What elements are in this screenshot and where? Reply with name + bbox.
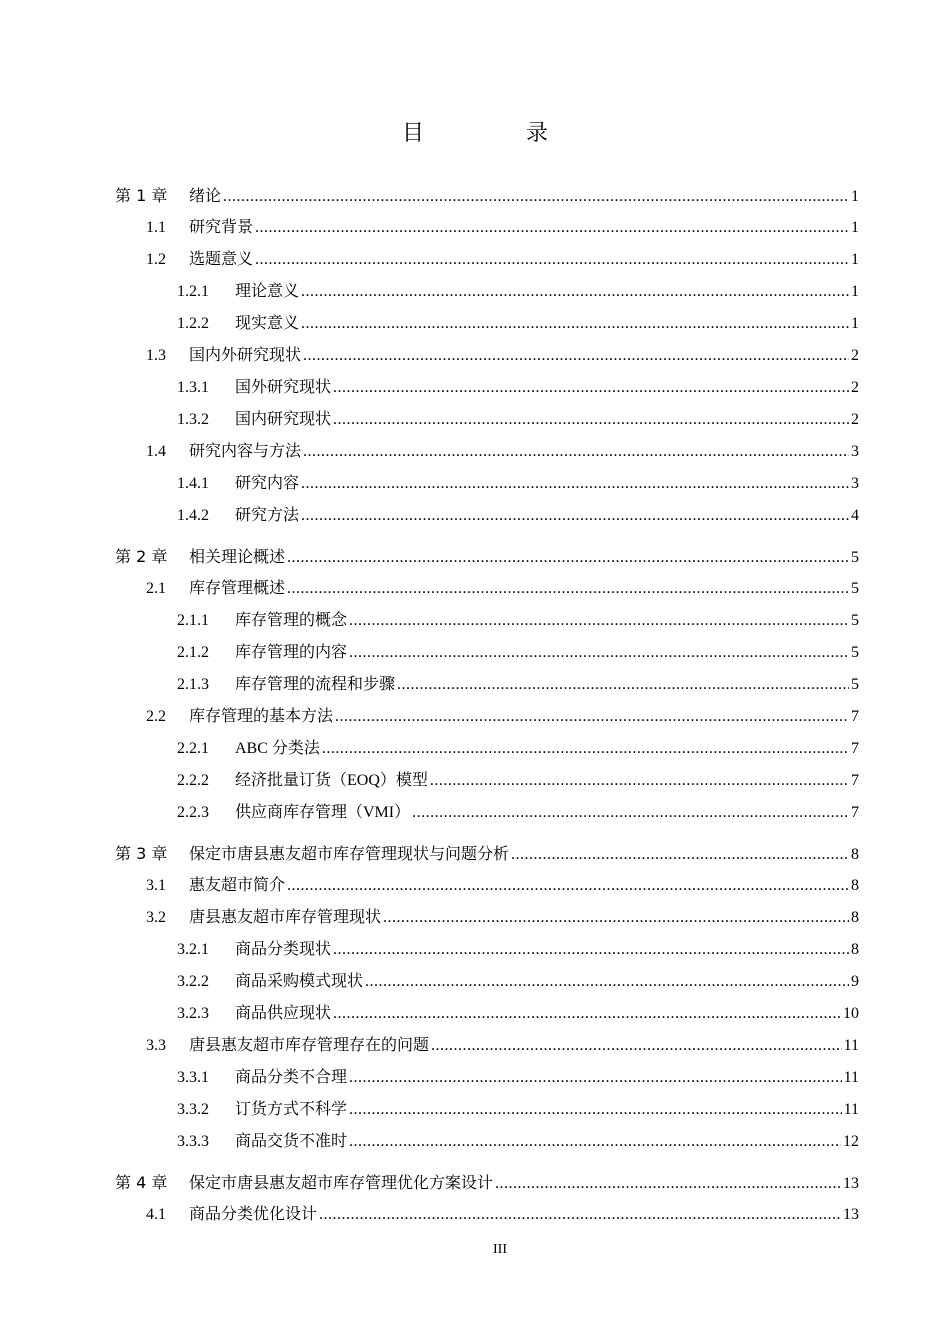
- toc-entry-page: 11: [843, 1069, 859, 1086]
- toc-entry-page: 7: [851, 804, 859, 821]
- toc-dot-leader: [301, 308, 849, 340]
- toc-dot-leader: [322, 733, 849, 765]
- toc-entry-page: 7: [851, 740, 859, 757]
- toc-subsection-entry[interactable]: [177, 468, 859, 500]
- toc-dot-leader: [287, 573, 849, 605]
- toc-subsection-entry[interactable]: [177, 404, 859, 436]
- toc-entry-title: 商品交货不准时: [235, 1133, 348, 1150]
- toc-dot-leader: [495, 1168, 841, 1200]
- toc-entry-page: 4: [851, 507, 859, 524]
- toc-entry-title: 理论意义: [235, 283, 300, 300]
- toc-entry-title: 现实意义: [235, 315, 300, 332]
- toc-entry-number: 1.4: [146, 443, 166, 460]
- toc-entry-page: 1: [851, 188, 859, 205]
- toc-entry-title: 经济批量订货（EOQ）模型: [235, 772, 428, 789]
- toc-entry-number: 1.2.1: [177, 283, 209, 300]
- toc-dot-leader: [303, 436, 849, 468]
- toc-entry-number: 4.1: [146, 1206, 166, 1223]
- toc-section-entry[interactable]: [146, 340, 859, 372]
- toc-entry-page: 7: [851, 772, 859, 789]
- page-number-footer: III: [493, 1242, 507, 1257]
- toc-dot-leader: [333, 372, 849, 404]
- toc-entry-page: 11: [843, 1037, 859, 1054]
- toc-section-entry[interactable]: [146, 1030, 859, 1062]
- toc-subsection-entry[interactable]: [177, 669, 859, 701]
- toc-chapter-entry[interactable]: [115, 1167, 859, 1199]
- toc-dot-leader: [431, 1030, 842, 1062]
- toc-dot-leader: [333, 998, 841, 1030]
- toc-dot-leader: [301, 468, 849, 500]
- toc-subsection-entry[interactable]: [177, 998, 859, 1030]
- toc-entry-page: 1: [851, 219, 859, 236]
- toc-subsection-entry[interactable]: [177, 1062, 859, 1094]
- toc-entry-number: 1.2: [146, 251, 166, 268]
- toc-entry-number: 3.1: [146, 877, 166, 894]
- toc-entry-number: 2.1.2: [177, 644, 209, 661]
- toc-entry-page: 2: [851, 379, 859, 396]
- toc-entry-number: 2.2.3: [177, 804, 209, 821]
- toc-entry-title: 绪论: [189, 186, 222, 205]
- toc-entry-page: 12: [843, 1133, 859, 1150]
- toc-entry-title: 库存管理概述: [189, 580, 286, 597]
- toc-entry-number: 2.1.1: [177, 612, 209, 629]
- toc-entry-number: 3.3.2: [177, 1101, 209, 1118]
- toc-section-entry[interactable]: [146, 436, 859, 468]
- toc-entry-number: 2.2.2: [177, 772, 209, 789]
- toc-subsection-entry[interactable]: [177, 308, 859, 340]
- toc-entry-title: 国内研究现状: [235, 411, 332, 428]
- toc-subsection-entry[interactable]: [177, 966, 859, 998]
- toc-entry-page: 8: [851, 909, 859, 926]
- toc-dot-leader: [511, 839, 849, 871]
- toc-entry-title: 唐县惠友超市库存管理现状: [189, 909, 382, 926]
- toc-entry-number: 1.2.2: [177, 315, 209, 332]
- toc-entry-title: 研究内容与方法: [189, 443, 302, 460]
- toc-subsection-entry[interactable]: [177, 797, 859, 829]
- toc-entry-title: 商品分类不合理: [235, 1069, 348, 1086]
- toc-dot-leader: [335, 701, 849, 733]
- toc-entry-title: 国内外研究现状: [189, 347, 302, 364]
- toc-entry-number: 1.1: [146, 219, 166, 236]
- toc-entry-title: 供应商库存管理（VMI）: [235, 804, 411, 821]
- toc-subsection-entry[interactable]: [177, 637, 859, 669]
- toc-entry-page: 3: [851, 443, 859, 460]
- toc-entry-title: 库存管理的基本方法: [189, 708, 334, 725]
- toc-entry-title: 商品供应现状: [235, 1005, 332, 1022]
- toc-dot-leader: [365, 966, 849, 998]
- toc-entry-number: 3.3.3: [177, 1133, 209, 1150]
- toc-dot-leader: [255, 244, 849, 276]
- toc-entry-page: 13: [843, 1206, 859, 1223]
- toc-subsection-entry[interactable]: [177, 1094, 859, 1126]
- toc-subsection-entry[interactable]: [177, 372, 859, 404]
- toc-chapter-entry[interactable]: [115, 838, 859, 870]
- toc-dot-leader: [223, 181, 849, 213]
- toc-entry-number: 1.4.2: [177, 507, 209, 524]
- toc-entry-title: 保定市唐县惠友超市库存管理现状与问题分析: [189, 844, 510, 863]
- toc-subsection-entry[interactable]: [177, 733, 859, 765]
- toc-entry-page: 2: [851, 411, 859, 428]
- toc-entry-page: 5: [851, 580, 859, 597]
- toc-entry-number: 2.2.1: [177, 740, 209, 757]
- toc-section-entry[interactable]: [146, 573, 859, 605]
- toc-entry-title: 国外研究现状: [235, 379, 332, 396]
- toc-entry-title: 研究方法: [235, 507, 300, 524]
- toc-entry-title: 商品分类优化设计: [189, 1206, 318, 1223]
- toc-entry-page: 8: [851, 941, 859, 958]
- toc-dot-leader: [301, 276, 849, 308]
- toc-entry-number: 3.2.3: [177, 1005, 209, 1022]
- toc-entry-number: 3.2: [146, 909, 166, 926]
- toc-entry-title: 保定市唐县惠友超市库存管理优化方案设计: [189, 1173, 494, 1192]
- toc-entry-number: 3.3: [146, 1037, 166, 1054]
- toc-entry-title: 选题意义: [189, 251, 254, 268]
- toc-entry-page: 13: [843, 1175, 859, 1192]
- toc-entry-number: 1.4.1: [177, 475, 209, 492]
- toc-dot-leader: [349, 637, 849, 669]
- toc-entry-page: 9: [851, 973, 859, 990]
- toc-entry-page: 3: [851, 475, 859, 492]
- page-title: 目 录: [401, 121, 588, 146]
- toc-entry-number: 第 1 章: [115, 186, 168, 205]
- toc-entry-page: 5: [851, 676, 859, 693]
- toc-entry-page: 1: [851, 315, 859, 332]
- toc-dot-leader: [430, 765, 849, 797]
- toc-entry-page: 1: [851, 251, 859, 268]
- toc-dot-leader: [397, 669, 849, 701]
- toc-subsection-entry[interactable]: [177, 765, 859, 797]
- toc-entry-page: 2: [851, 347, 859, 364]
- toc-entry-page: 5: [851, 644, 859, 661]
- toc-subsection-entry[interactable]: [177, 1126, 859, 1158]
- toc-dot-leader: [319, 1199, 841, 1231]
- toc-entry-page: 1: [851, 283, 859, 300]
- toc-entry-page: 11: [843, 1101, 859, 1118]
- toc-entry-title: 库存管理的流程和步骤: [235, 676, 396, 693]
- toc-dot-leader: [349, 1062, 842, 1094]
- toc-entry-title: 研究背景: [189, 219, 254, 236]
- toc-dot-leader: [301, 500, 849, 532]
- toc-entry-number: 第 3 章: [115, 844, 168, 863]
- toc-entry-page: 8: [851, 877, 859, 894]
- toc-section-entry[interactable]: [146, 870, 859, 902]
- toc-subsection-entry[interactable]: [177, 934, 859, 966]
- toc-entry-title: 商品分类现状: [235, 941, 332, 958]
- toc-entry-number: 3.2.1: [177, 941, 209, 958]
- toc-entry-number: 1.3.2: [177, 411, 209, 428]
- toc-entry-title: ABC 分类法: [235, 740, 320, 757]
- toc-dot-leader: [349, 605, 849, 637]
- toc-entry-number: 2.1: [146, 580, 166, 597]
- toc-entry-title: 惠友超市简介: [189, 877, 286, 894]
- toc-dot-leader: [349, 1094, 842, 1126]
- toc-section-entry[interactable]: [146, 902, 859, 934]
- toc-subsection-entry[interactable]: [177, 500, 859, 532]
- toc-entry-number: 2.2: [146, 708, 166, 725]
- toc-section-entry[interactable]: [146, 1199, 859, 1231]
- toc-entry-page: 5: [851, 549, 859, 566]
- toc-entry-title: 研究内容: [235, 475, 300, 492]
- toc-entry-title: 库存管理的内容: [235, 644, 348, 661]
- toc-entry-number: 第 2 章: [115, 547, 168, 566]
- toc-dot-leader: [303, 340, 849, 372]
- toc-chapter-entry[interactable]: [115, 180, 859, 212]
- toc-dot-leader: [287, 870, 849, 902]
- toc-entry-number: 1.3: [146, 347, 166, 364]
- toc-entry-title: 商品采购模式现状: [235, 973, 364, 990]
- toc-entry-page: 7: [851, 708, 859, 725]
- toc-chapter-entry[interactable]: [115, 541, 859, 573]
- toc-dot-leader: [412, 797, 849, 829]
- toc-entry-number: 3.2.2: [177, 973, 209, 990]
- toc-entry-title: 唐县惠友超市库存管理存在的问题: [189, 1037, 430, 1054]
- toc-entry-number: 1.3.1: [177, 379, 209, 396]
- toc-dot-leader: [255, 212, 849, 244]
- toc-dot-leader: [383, 902, 849, 934]
- toc-dot-leader: [349, 1126, 841, 1158]
- toc-section-entry[interactable]: [146, 244, 859, 276]
- toc-entry-number: 2.1.3: [177, 676, 209, 693]
- toc-section-entry[interactable]: [146, 212, 859, 244]
- toc-dot-leader: [333, 934, 849, 966]
- toc-dot-leader: [333, 404, 849, 436]
- toc-section-entry[interactable]: [146, 701, 859, 733]
- toc-entry-title: 库存管理的概念: [235, 612, 348, 629]
- toc-entry-page: 8: [851, 846, 859, 863]
- toc-entry-page: 5: [851, 612, 859, 629]
- toc-subsection-entry[interactable]: [177, 605, 859, 637]
- toc-entry-number: 第 4 章: [115, 1173, 168, 1192]
- toc-entry-title: 订货方式不科学: [235, 1101, 348, 1118]
- toc-entry-number: 3.3.1: [177, 1069, 209, 1086]
- toc-entry-page: 10: [843, 1005, 859, 1022]
- toc-dot-leader: [287, 542, 849, 574]
- toc-entry-title: 相关理论概述: [189, 547, 286, 566]
- toc-subsection-entry[interactable]: [177, 276, 859, 308]
